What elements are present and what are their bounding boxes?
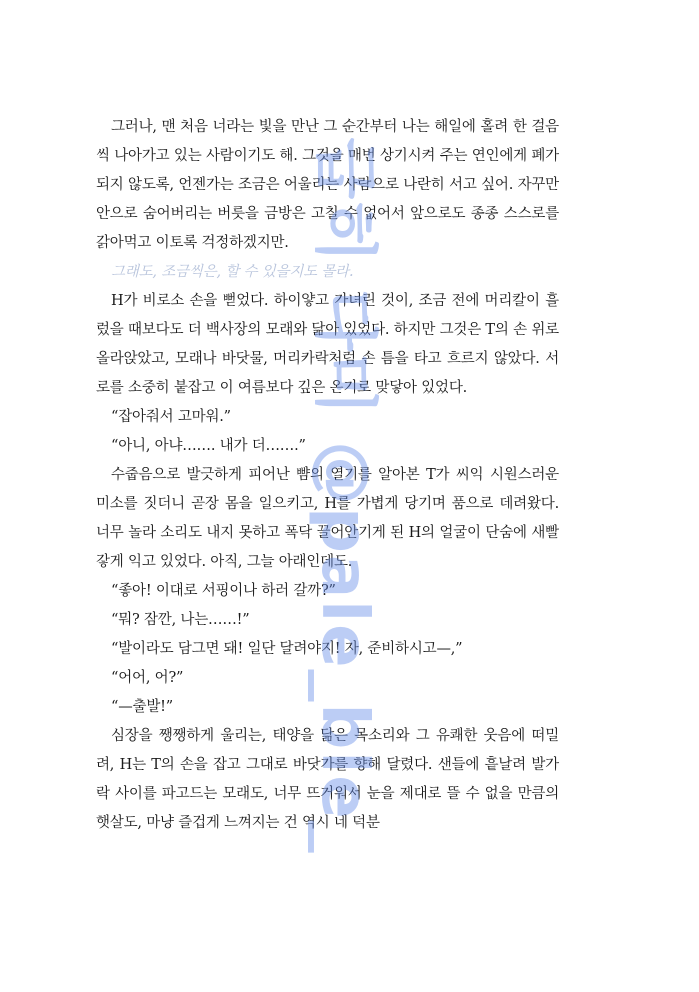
paragraph-12: 심장을 쨍쨍하게 울리는, 태양을 닮은 목소리와 그 유쾌한 웃음에 떠밀려, H는 T의 손을 잡고 그대로 바닷가를 향해 달렸다. 샌들에 흩날려 발가락 사이를 파고드는 모래도, 너무 뜨거워서 눈을 제대로 뜰 수 없을 만큼의 햇살도, 마냥 즐겁게 느껴지는 건 역시 네 덕분 <box>96 728 559 831</box>
dialogue-line-4: “뭐? 잠깐, 나는……!” <box>111 612 250 628</box>
dialogue-line-5: “발이라도 담그면 돼! 일단 달려야지! 자, 준비하시고—,” <box>111 641 463 657</box>
paragraph-3: H가 비로소 손을 뻗었다. 하이얗고 가녀린 것이, 조금 전에 머리칼이 흘렀을 때보다도 더 백사장의 모래와 닮아 있었다. 하지만 그것은 T의 손 위로 올라앉았고, 모래나 바닷물, 머리카락처럼 손 틈을 타고 흐르지 않았다. 서로를 소중히 붙잡고 이 여름보다 깊은 온기로 맞닿아 있었다. <box>96 293 559 396</box>
paragraph-2-italic: 그래도, 조금씩은, 할 수 있을지도 몰라. <box>111 264 354 280</box>
dialogue-line-2: “아니, 아냐……. 내가 더…….” <box>111 438 306 454</box>
watermark-text: 급히 다미 @pale_ble_ <box>307 137 381 855</box>
paragraph-1: 그러나, 맨 처음 너라는 빛을 만난 그 순간부터 나는 해일에 홀려 한 걸음씩 나아가고 있는 사람이기도 해. 그것을 매번 상기시켜 주는 연인에게 폐가 되지 않도록, 언젠가는 조금은 어울리는 사람으로 나란히 서고 싶어. 자꾸만 안으로 숨어버리는 버릇을 금방은 고칠 수 없어서 앞으로도 종종 스스로를 갉아먹고 이토록 걱정하겠지만. <box>96 119 559 251</box>
dialogue-line-3: “좋아! 이대로 서핑이나 하러 갈까?” <box>111 583 336 599</box>
paragraph-6: 수줍음으로 발긋하게 피어난 뺨의 열기를 알아본 T가 씨익 시원스러운 미소를 짓더니 곧장 몸을 일으키고, H를 가볍게 당기며 품으로 데려왔다. 너무 놀라 소리도 내지 못하고 폭닥 끌어안기게 된 H의 얼굴이 단숨에 새빨갛게 익고 있었다. 아직, 그늘 아래인데도. <box>96 467 559 570</box>
dialogue-line-1: “잡아줘서 고마워.” <box>111 409 231 425</box>
dialogue-line-6: “어어, 어?” <box>111 670 184 686</box>
body-text <box>96 113 559 838</box>
dialogue-line-7: “—출발!” <box>111 699 173 715</box>
